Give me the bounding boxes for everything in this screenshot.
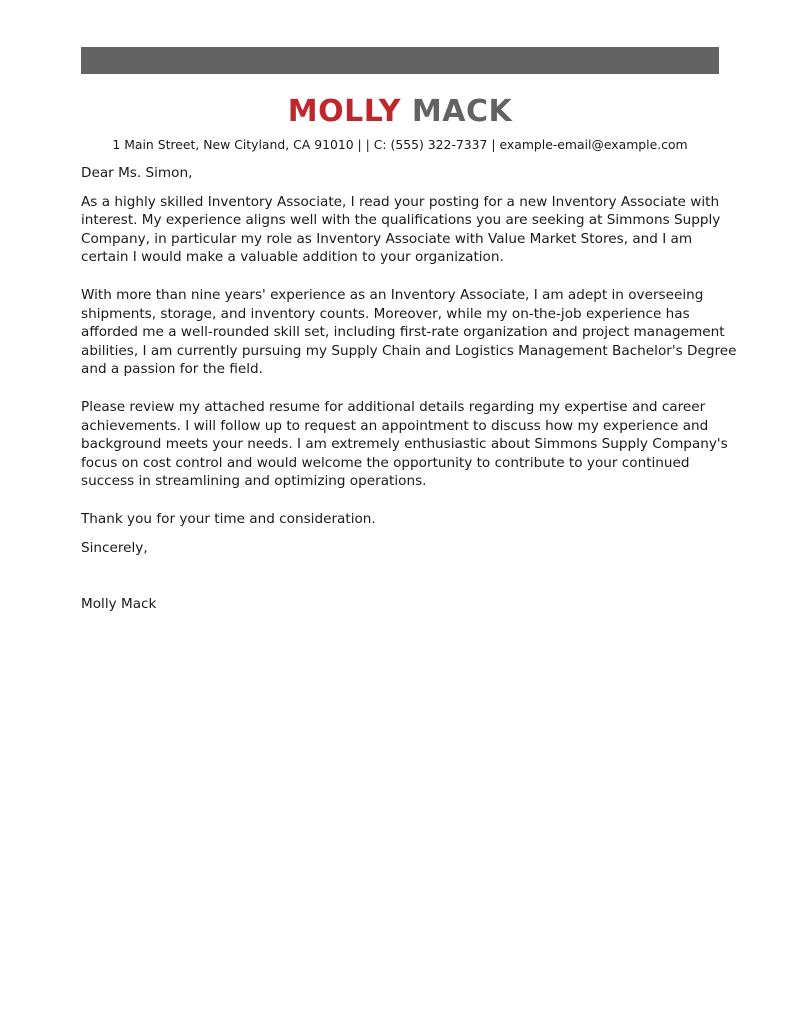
paragraph-line: certain I would make a valuable addition to your organization. [81, 249, 504, 266]
paragraph-line: afforded me a well-rounded skill set, including first-rate organization and project management [81, 324, 725, 341]
applicant-name [0, 92, 800, 132]
closing-line: Sincerely, [81, 539, 148, 556]
header-bar [81, 47, 719, 74]
paragraph-line: focus on cost control and would welcome the opportunity to contribute to your continued [81, 454, 690, 471]
paragraph-line: background meets your needs. I am extremely enthusiastic about Simmons Supply Company's [81, 436, 728, 453]
paragraph-line: success in streamlining and optimizing operations. [81, 473, 427, 490]
first-name: MOLLY [287, 94, 401, 129]
paragraph-3 [81, 398, 728, 491]
paragraph-line: Company, in particular my role as Inventory Associate with Value Market Stores, and I am [81, 230, 693, 247]
paragraph-line: and a passion for the field. [81, 361, 263, 378]
last-name: MACK [411, 94, 513, 129]
signature-name: Molly Mack [81, 596, 157, 613]
paragraph-line: Please review my attached resume for additional details regarding my expertise and career [81, 398, 706, 415]
paragraph-line: abilities, I am currently pursuing my Supply Chain and Logistics Management Bachelor's Degree [81, 342, 737, 359]
letter-body [81, 164, 737, 614]
paragraph-1 [81, 193, 721, 267]
greeting: Dear Ms. Simon, [81, 165, 193, 181]
paragraph-line: With more than nine years' experience as an Inventory Associate, I am adept in overseeing [81, 286, 704, 303]
paragraph-2 [81, 286, 737, 379]
paragraph-line: achievements. I will follow up to request an appointment to discuss how my experience and [81, 417, 709, 434]
paragraph-line: As a highly skilled Inventory Associate, I read your posting for a new Inventory Associate with [81, 193, 720, 210]
thanks-line: Thank you for your time and consideration. [81, 510, 376, 527]
paragraph-line: interest. My experience aligns well with the qualifications you are seeking at Simmons Supply [81, 212, 721, 229]
paragraph-line: shipments, storage, and inventory counts. Moreover, while my on-the-job experience has [81, 305, 690, 322]
contact-info: 1 Main Street, New Cityland, CA 91010 | | C: (555) 322-7337 | example-email@example.com [112, 137, 688, 152]
